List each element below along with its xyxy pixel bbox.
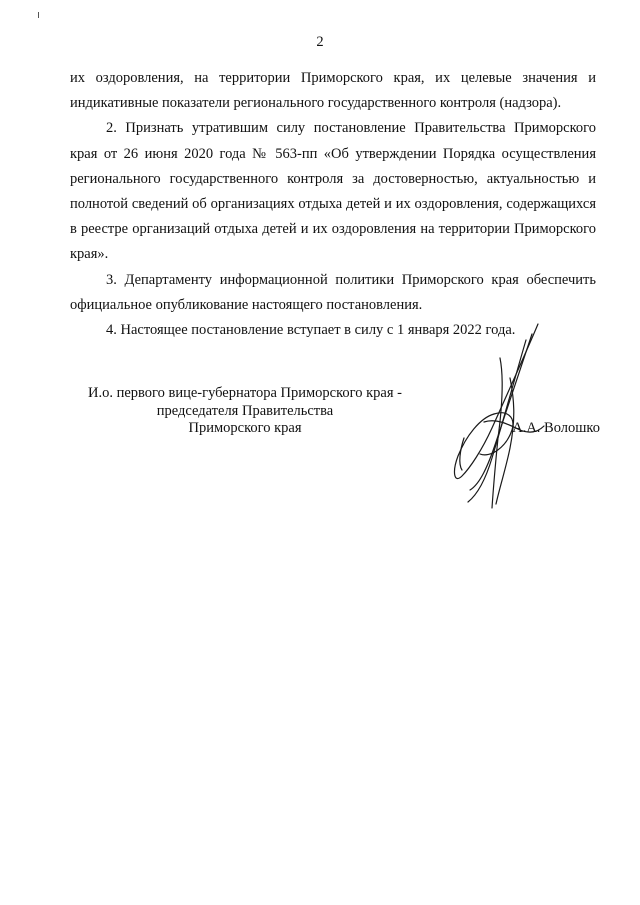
signatory-position-line2: председателя Правительства — [156, 402, 334, 419]
handwritten-signature — [440, 318, 560, 514]
signatory-position-line3: Приморского края — [188, 420, 302, 436]
paragraph-4: 4. Настоящее постановление вступает в силу с 1 января 2022 года. — [106, 322, 516, 339]
paragraph-continuation: их оздоровления, на территории Приморского края, их целевые значения и индикативные показатели регионального государственного контроля (надзора). — [70, 70, 596, 112]
page-number: 2 — [316, 34, 324, 50]
paragraph-3: 3. Департаменту информационной политики Приморского края обеспечить официальное опубликование настоящего постановления. — [70, 271, 596, 313]
scan-mark — [38, 12, 39, 18]
document-body — [70, 66, 596, 343]
signatory-position — [60, 385, 430, 438]
signatory-name: А.А. Волошко — [512, 420, 600, 436]
paragraph-2: 2. Признать утратившим силу постановление Правительства Приморского края от 26 июня 2020 года № 563-пп «Об утверждении Порядка осуществления регионального государственного контроля за достоверностью, актуальностью и полнотой сведений об организациях отдыха детей и их оздоровления, содержащихся в реестре организаций отдыха детей и их оздоровления на территории Приморского края». — [70, 120, 596, 263]
signatory-position-line1: И.о. первого вице-губернатора Приморского края - — [87, 385, 402, 401]
